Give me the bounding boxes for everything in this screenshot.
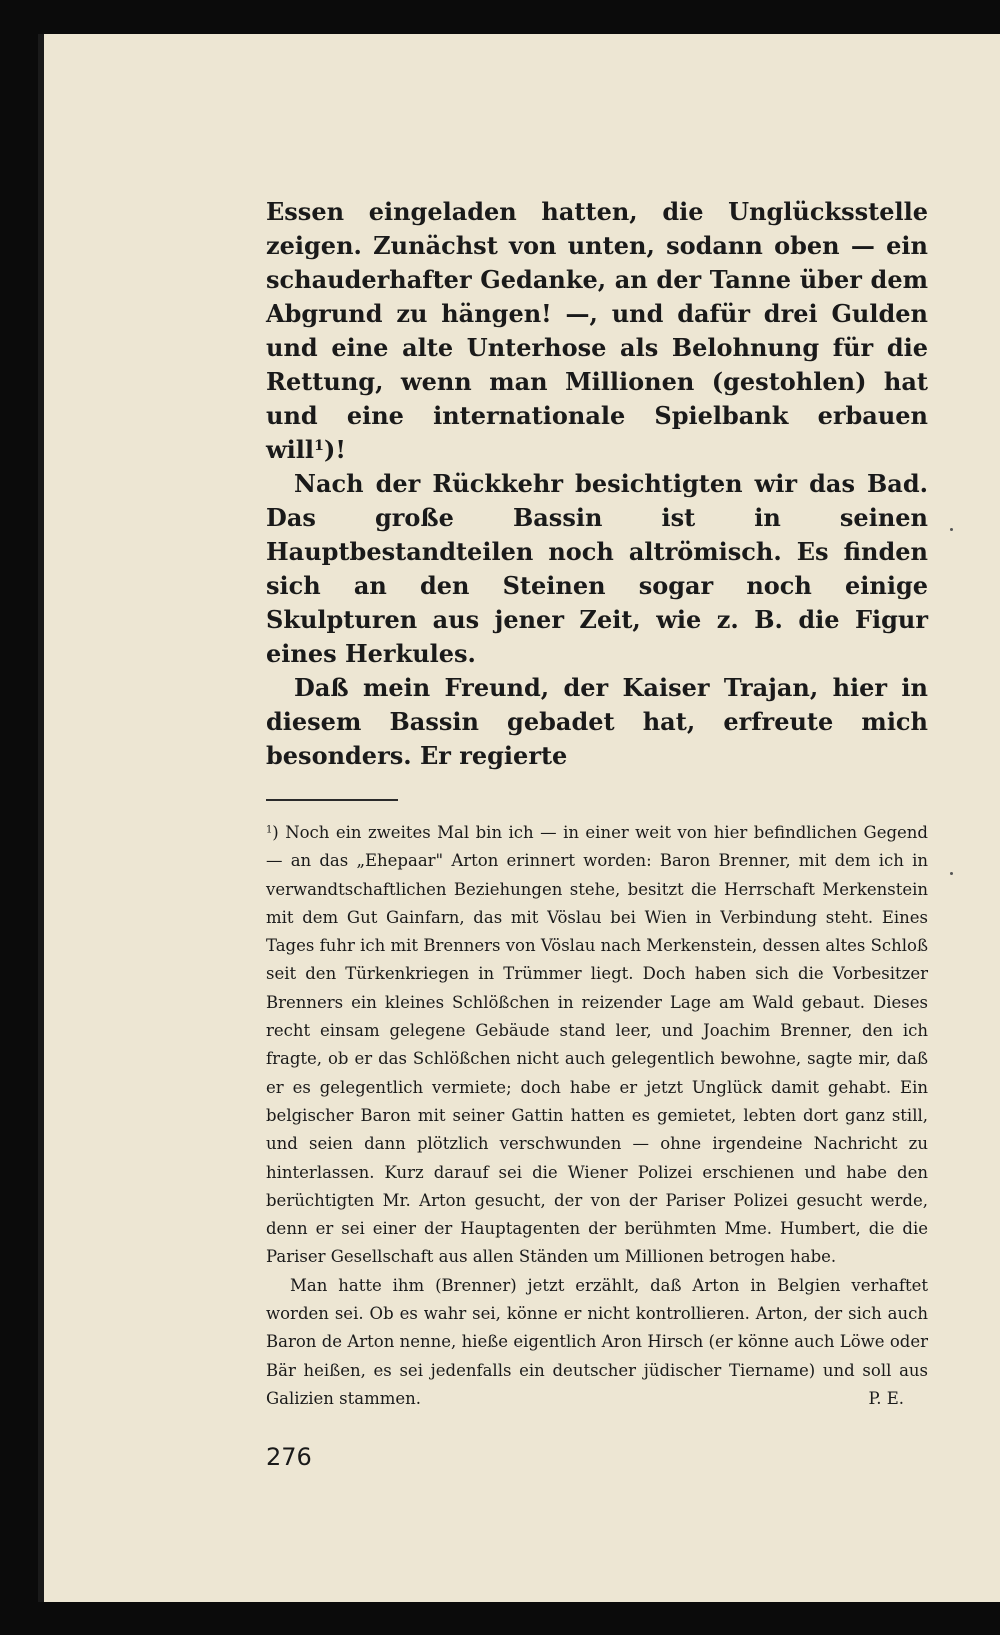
footnote-reference: 1 bbox=[314, 437, 325, 455]
page-content bbox=[266, 195, 928, 1471]
footnote-signature: P. E. bbox=[868, 1388, 904, 1408]
main-paragraph bbox=[266, 195, 928, 467]
paper-speck bbox=[950, 872, 953, 875]
main-paragraph: Daß mein Freund, der Kaiser Trajan, hier in diesem Bassin gebadet hat, erfreute mich besonders. Er regierte bbox=[266, 673, 928, 770]
page-number: 276 bbox=[266, 1443, 312, 1472]
footnote-paragraph-text: Noch ein zweites Mal bin ich — in einer weit von hier befindlichen Gegend — an das „Ehepaar" Arton erinnert worden: Baron Brenner, mit dem ich in verwandtschaftlichen Beziehungen stehe, besitzt die Herrschaft Merkenstein mit dem Gut Gainfarn, das mit Vöslau bei Wien in Verbindung steht. Eines Tages fuhr ich mit Brenners von Vöslau nach Merkenstein, dessen altes Schloß seit den Türkenkriegen in Trümmer liegt. Doch haben sich die Vorbesitzer Brenners ein kleines Schlößchen in reizender Lage am Wald gebaut. Dieses recht einsam gelegene Gebäude stand leer, und Joachim Brenner, den ich fragte, ob er das Schlößchen nicht auch gelegentlich bewohne, sagte mir, daß er es gelegentlich vermiete; doch habe er jetzt Unglück damit gehabt. Ein belgischer Baron mit seiner Gattin hatten es gemietet, lebten dort ganz still, und seien dann plötzlich verschwunden — ohne irgendeine Nachricht zu hinterlassen. Kurz darauf sei die Wiener Polizei erschienen und habe den berüchtigten Mr. Arton gesucht, der von der Pariser Polizei gesucht werde, denn er sei einer der Hauptagenten der berühmten Mme. Humbert, die die Pariser Gesellschaft aus allen Ständen um Millionen betrogen habe. bbox=[266, 823, 928, 1267]
footnote-paragraph bbox=[266, 819, 928, 1272]
footnote-paragraph bbox=[266, 1272, 928, 1413]
paper-speck bbox=[950, 528, 953, 531]
footnote bbox=[266, 819, 928, 1413]
footnote-paragraph-text: Man hatte ihm (Brenner) jetzt erzählt, daß Arton in Belgien verhaftet worden sei. Ob es wahr sei, könne er nicht kontrollieren. Arton, der sich auch Baron de Arton nenne, hieße eigentlich Aron Hirsch (er könne auch Löwe oder Bär heißen, es sei jedenfalls ein deutscher jüdischer Tiername) und soll aus Galizien stammen. bbox=[266, 1275, 928, 1408]
footnote-divider bbox=[266, 799, 398, 801]
footnote-marker: 1 bbox=[266, 824, 273, 836]
book-page bbox=[38, 34, 1000, 1602]
footnote-reference-suffix: )! bbox=[324, 435, 346, 464]
main-paragraph: Nach der Rückkehr besichtigten wir das Bad. Das große Bassin ist in seinen Hauptbestandteilen noch altrömisch. Es finden sich an den Steinen sogar noch einige Skulpturen aus jener Zeit, wie z. B. die Figur eines Herkules. bbox=[266, 469, 928, 668]
main-text bbox=[266, 195, 928, 773]
main-paragraph-text: Essen eingeladen hatten, die Unglücksstelle zeigen. Zunächst von unten, sodann oben — ein schauderhafter Gedanke, an der Tanne über dem Abgrund zu hängen! —, und dafür drei Gulden und eine alte Unterhose als Belohnung für die Rettung, wenn man Millionen (gestohlen) hat und eine internationale Spielbank erbauen will bbox=[266, 197, 928, 464]
footnote-marker-suffix: ) bbox=[272, 823, 279, 842]
